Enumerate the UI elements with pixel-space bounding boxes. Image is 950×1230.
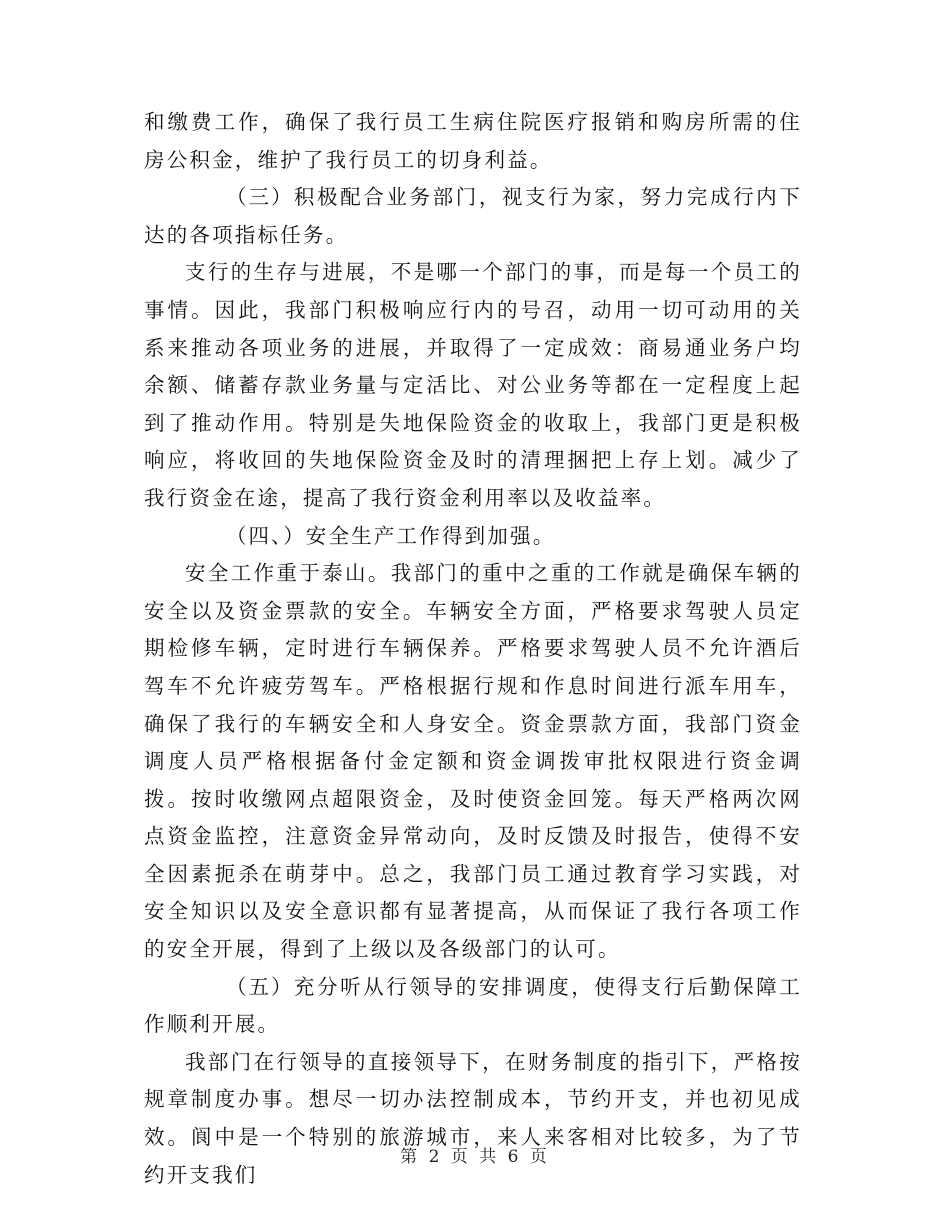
section-heading-text: 积极配合业务部门，视支行为家，努力完成行内下达的各项指标任务。 (144, 185, 802, 247)
section-heading-text: 充分听从行领导的安排调度，使得支行后勤保障工作顺利开展。 (144, 974, 802, 1037)
paragraph-body (144, 555, 802, 969)
section-heading-text: 安全生产工作得到加强。 (305, 523, 556, 548)
paragraph-body (144, 1044, 802, 1194)
paragraph-text: 我部门在行领导的直接领导下，在财务制度的指引下，严格按规章制度办事。想尽一切办法控制成本，节约开支，并也初见成效。阆中是一个特别的旅游城市，来人来客相对比较多，为了节约开支我们 (144, 1049, 802, 1187)
document-body (144, 104, 802, 1194)
section-heading-4 (144, 518, 802, 556)
section-number: （五） (226, 974, 294, 999)
page-footer: 第 2 页 共 6 页 (400, 1147, 550, 1167)
section-heading-5 (144, 969, 802, 1044)
paragraph-text: 和缴费工作，确保了我行员工生病住院医疗报销和购房所需的住房公积金，维护了我行员工的切身利益。 (144, 110, 802, 172)
paragraph-continuation (144, 104, 802, 179)
paragraph-text: 安全工作重于泰山。我部门的重中之重的工作就是确保车辆的安全以及资金票款的安全。车辆安全方面，严格要求驾驶人员定期检修车辆，定时进行车辆保养。严格要求驾驶人员不允许酒后驾车不允许疲劳驾车。严格根据行规和作息时间进行派车用车，确保了我行的车辆安全和人身安全。资金票款方面，我部门资金调度人员严格根据备付金定额和资金调拨审批权限进行资金调拨。按时收缴网点超限资金，及时使资金回笼。每天严格两次网点资金监控，注意资金异常动向，及时反馈及时报告，使得不安全因素扼杀在萌芽中。总之，我部门员工通过教育学习实践，对安全知识以及安全意识都有显著提高，从而保证了我行各项工作的安全开展，得到了上级以及各级部门的认可。 (144, 561, 802, 962)
paragraph-text: 支行的生存与进展，不是哪一个部门的事，而是每一个员工的事情。因此，我部门积极响应行内的号召，动用一切可动用的关系来推动各项业务的进展，并取得了一定成效：商易通业务户均余额、储蓄存款业务量与定活比、对公业务等都在一定程度上起到了推动作用。特别是失地保险资金的收取上，我部门更是积极响应，将收回的失地保险资金及时的清理捆把上存上划。减少了我行资金在途，提高了我行资金利用率以及收益率。 (144, 260, 802, 510)
section-number: （四、） (226, 523, 306, 548)
section-number: （三） (226, 185, 294, 210)
paragraph-body (144, 254, 802, 517)
section-heading-3 (144, 179, 802, 254)
